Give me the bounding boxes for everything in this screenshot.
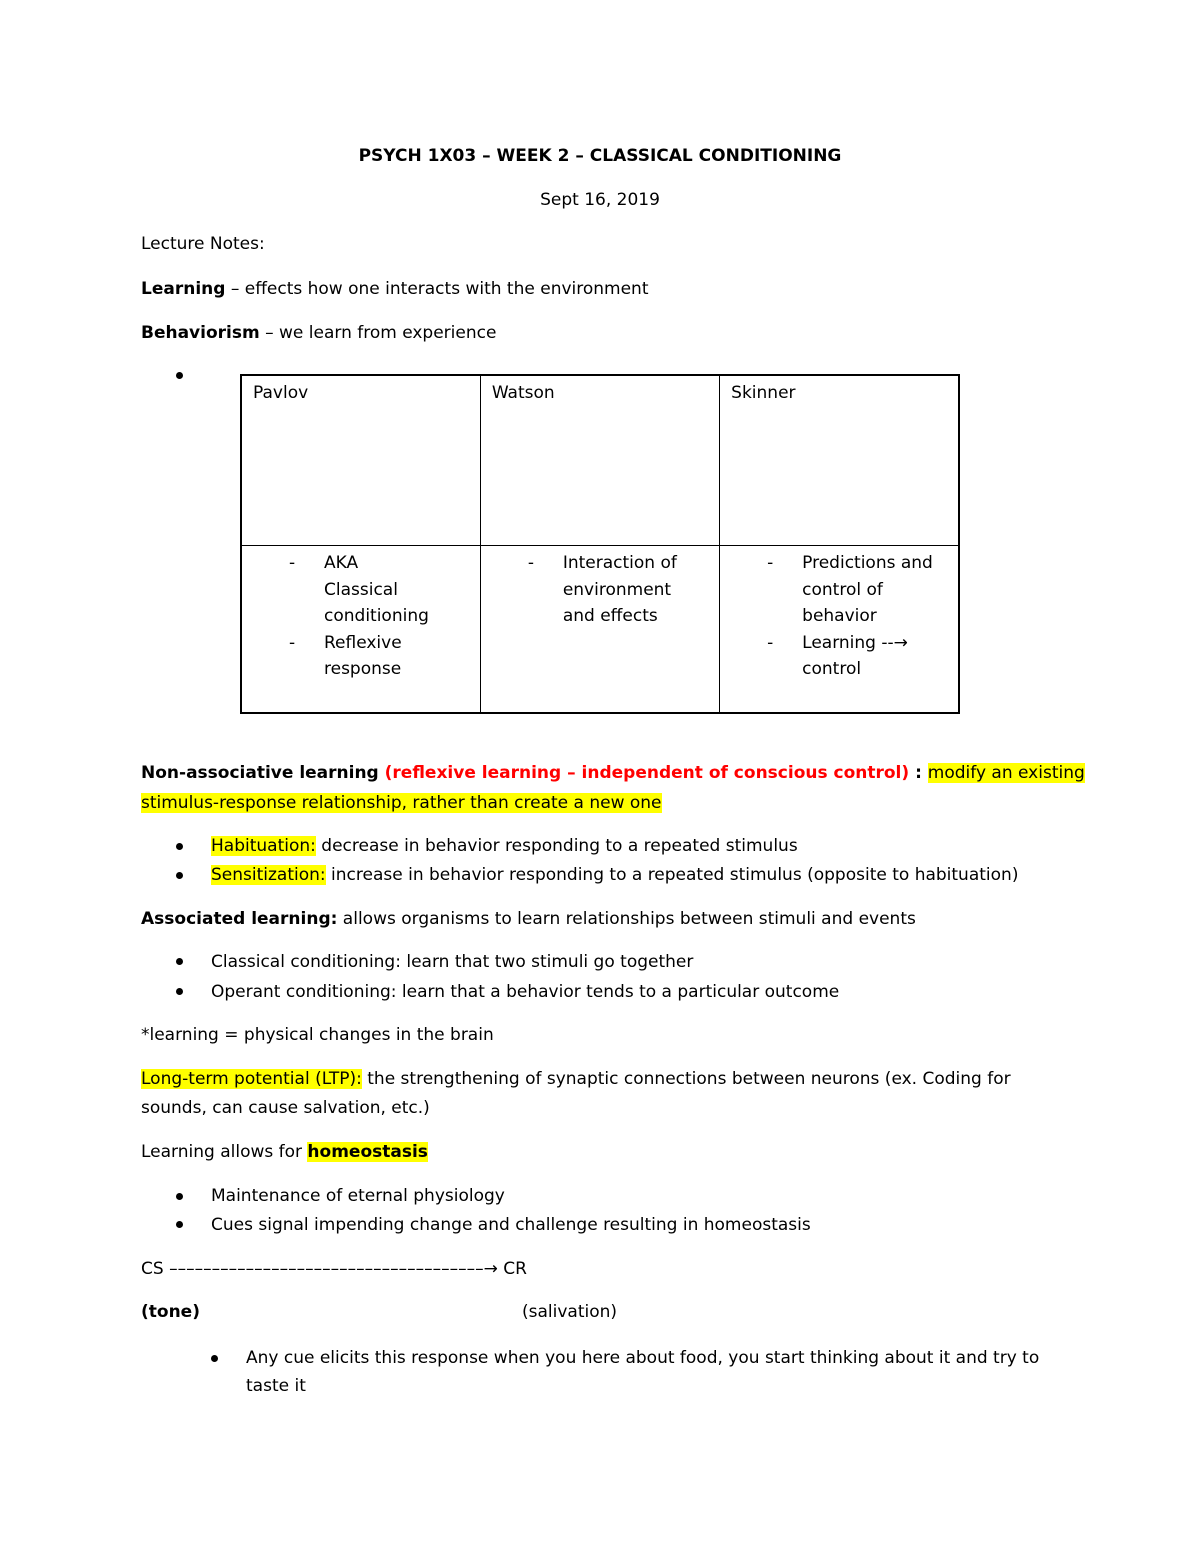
list-item: - Interaction of environment and effects [492, 550, 683, 630]
homeostasis-line: Learning allows for homeostasis [141, 1142, 428, 1162]
list-item: - AKA Classical conditioning [253, 550, 434, 630]
associated-definition: Associated learning: allows organisms to learn relationships between stimuli and events [141, 909, 916, 929]
bullet [176, 1193, 183, 1200]
learning-definition: Learning – effects how one interacts with the environment [141, 279, 649, 299]
nonassociative-definition: Non-associative learning (reflexive learning – independent of conscious control) : modify an existing [141, 763, 1085, 783]
header-watson: Watson [480, 375, 719, 546]
list-item: Classical conditioning: learn that two stimuli go together [211, 952, 694, 972]
ltp-definition-cont: sounds, can cause salvation, etc.) [141, 1098, 430, 1118]
bullet [176, 1221, 183, 1228]
bullet [176, 988, 183, 995]
cell-skinner [720, 546, 959, 714]
list-item: - Learning --→ control [731, 630, 922, 683]
habituation-item: Habituation: decrease in behavior responding to a repeated stimulus [211, 836, 798, 856]
bullet [211, 1355, 218, 1362]
header-pavlov: Pavlov [241, 375, 480, 546]
bullet [176, 872, 183, 879]
lecture-notes-label: Lecture Notes: [141, 234, 265, 254]
header-skinner: Skinner [720, 375, 959, 546]
cell-pavlov [241, 546, 480, 714]
cs-cr-arrow: CS –––––––––––––––––––––––––––––––––––––→ CR [141, 1259, 527, 1279]
learning-note: *learning = physical changes in the brain [141, 1025, 494, 1045]
list-item: Maintenance of eternal physiology [211, 1186, 505, 1206]
list-item: Operant conditioning: learn that a behavior tends to a particular outcome [211, 982, 840, 1002]
list-item: - Reflexive response [253, 630, 434, 683]
salivation-label: (salivation) [522, 1302, 618, 1322]
bullet [176, 372, 183, 379]
tone-label: (tone) [141, 1302, 200, 1322]
bullet [176, 843, 183, 850]
behaviorism-definition: Behaviorism – we learn from experience [141, 323, 497, 343]
final-item: Any cue elicits this response when you here about food, you start thinking about it and try to [246, 1348, 1040, 1368]
nonassociative-definition-cont: stimulus-response relationship, rather than create a new one [141, 793, 662, 813]
behaviorists-table [240, 374, 960, 714]
cell-watson [480, 546, 719, 714]
list-item: - Predictions and control of behavior [731, 550, 942, 630]
final-item-cont: taste it [246, 1376, 306, 1396]
sensitization-item: Sensitization: increase in behavior responding to a repeated stimulus (opposite to habituation) [211, 865, 1019, 885]
date: Sept 16, 2019 [540, 190, 660, 210]
page-title: PSYCH 1X03 – WEEK 2 – CLASSICAL CONDITIONING [358, 146, 842, 166]
ltp-definition: Long-term potential (LTP): the strengthening of synaptic connections between neurons (ex. Coding for [141, 1069, 1011, 1089]
bullet [176, 958, 183, 965]
list-item: Cues signal impending change and challenge resulting in homeostasis [211, 1215, 811, 1235]
